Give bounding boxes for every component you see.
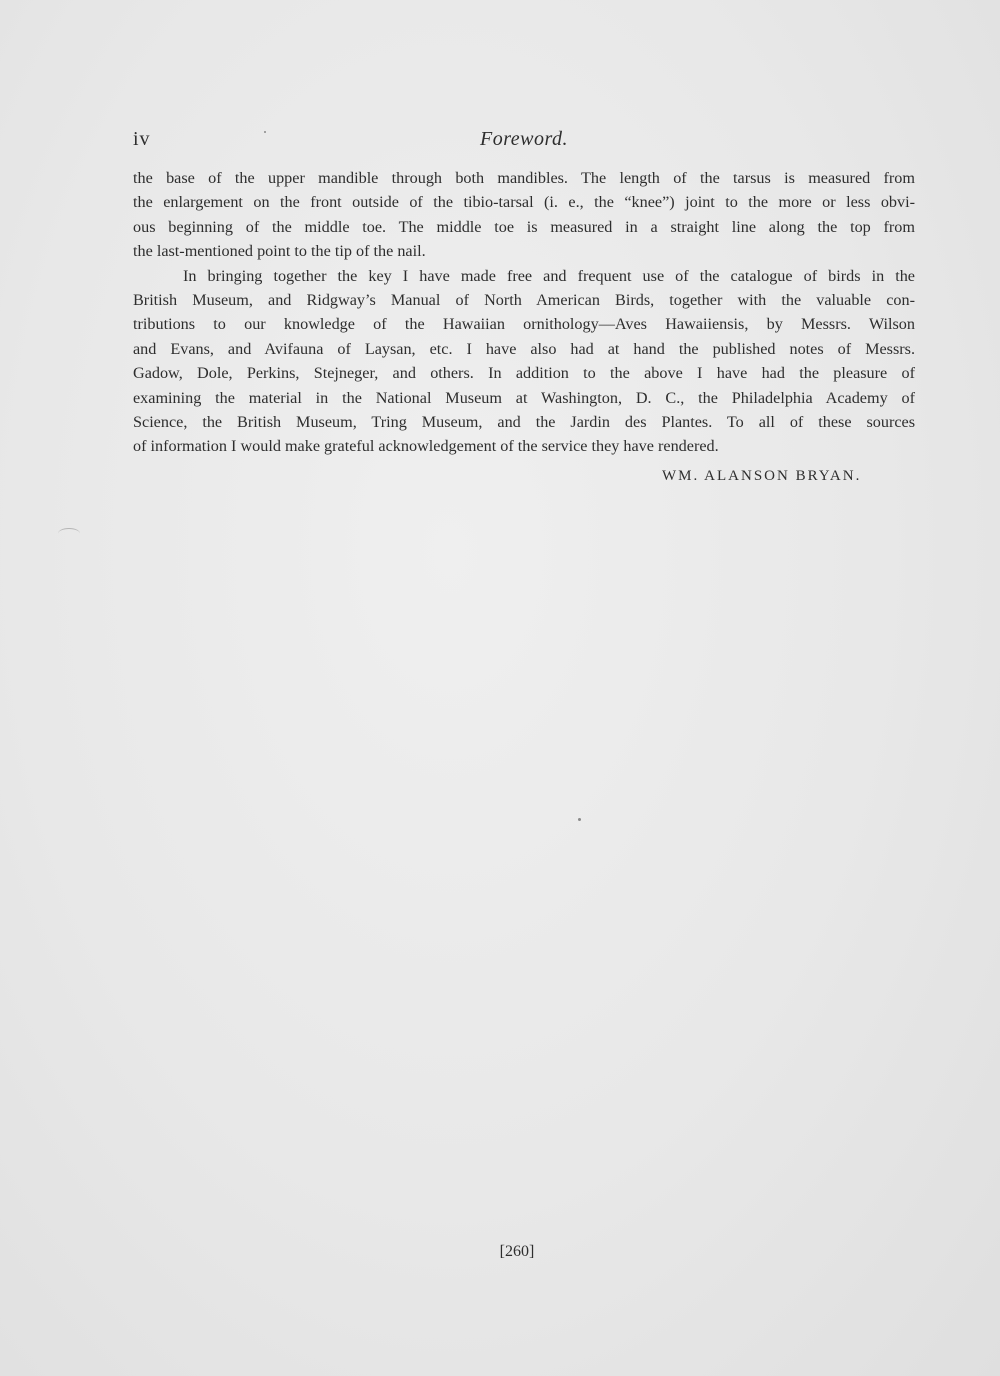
text-line: Gadow, Dole, Perkins, Stejneger, and others. In addition to the above I have had the pleasure of: [133, 364, 915, 383]
text-line: the enlargement on the front outside of the tibio-tarsal (i. e., the “knee”) joint to the more or less obvi-: [133, 193, 915, 212]
paper-smudge: [58, 528, 80, 539]
text-line: the last-mentioned point to the tip of the nail.: [133, 242, 426, 261]
paragraph-2: [133, 264, 915, 459]
folio-roman: iv: [133, 128, 151, 150]
text-line: ous beginning of the middle toe. The middle toe is measured in a straight line along the top from: [133, 217, 915, 236]
text-line: In bringing together the key I have made free and frequent use of the catalogue of birds in the: [183, 266, 915, 285]
text-line: Science, the British Museum, Tring Museum, and the Jardin des Plantes. To all of these sources: [133, 413, 915, 432]
text-line: of information I would make grateful acknowledgement of the service they have rendered.: [133, 437, 719, 456]
text-line: tributions to our knowledge of the Hawaiian ornithology—Aves Hawaiiensis, by Messrs. Wilson: [133, 315, 915, 334]
text-line: the base of the upper mandible through both mandibles. The length of the tarsus is measured from: [133, 169, 915, 187]
running-head: [133, 128, 915, 158]
page-number: [260]: [499, 1243, 535, 1260]
paper-speck: [264, 131, 266, 133]
paragraph-1: [133, 166, 915, 264]
running-title: Foreword.: [480, 128, 569, 150]
text-line: British Museum, and Ridgway’s Manual of North American Birds, together with the valuable con-: [133, 291, 915, 310]
text-line: examining the material in the National Museum at Washington, D. C., the Philadelphia Academy of: [133, 388, 915, 407]
text-line: and Evans, and Avifauna of Laysan, etc. I have also had at hand the published notes of Messrs.: [133, 339, 915, 358]
author-signature: WM. ALANSON BRYAN.: [662, 468, 862, 484]
body-text: [133, 166, 915, 459]
paper-speck: [578, 818, 581, 821]
